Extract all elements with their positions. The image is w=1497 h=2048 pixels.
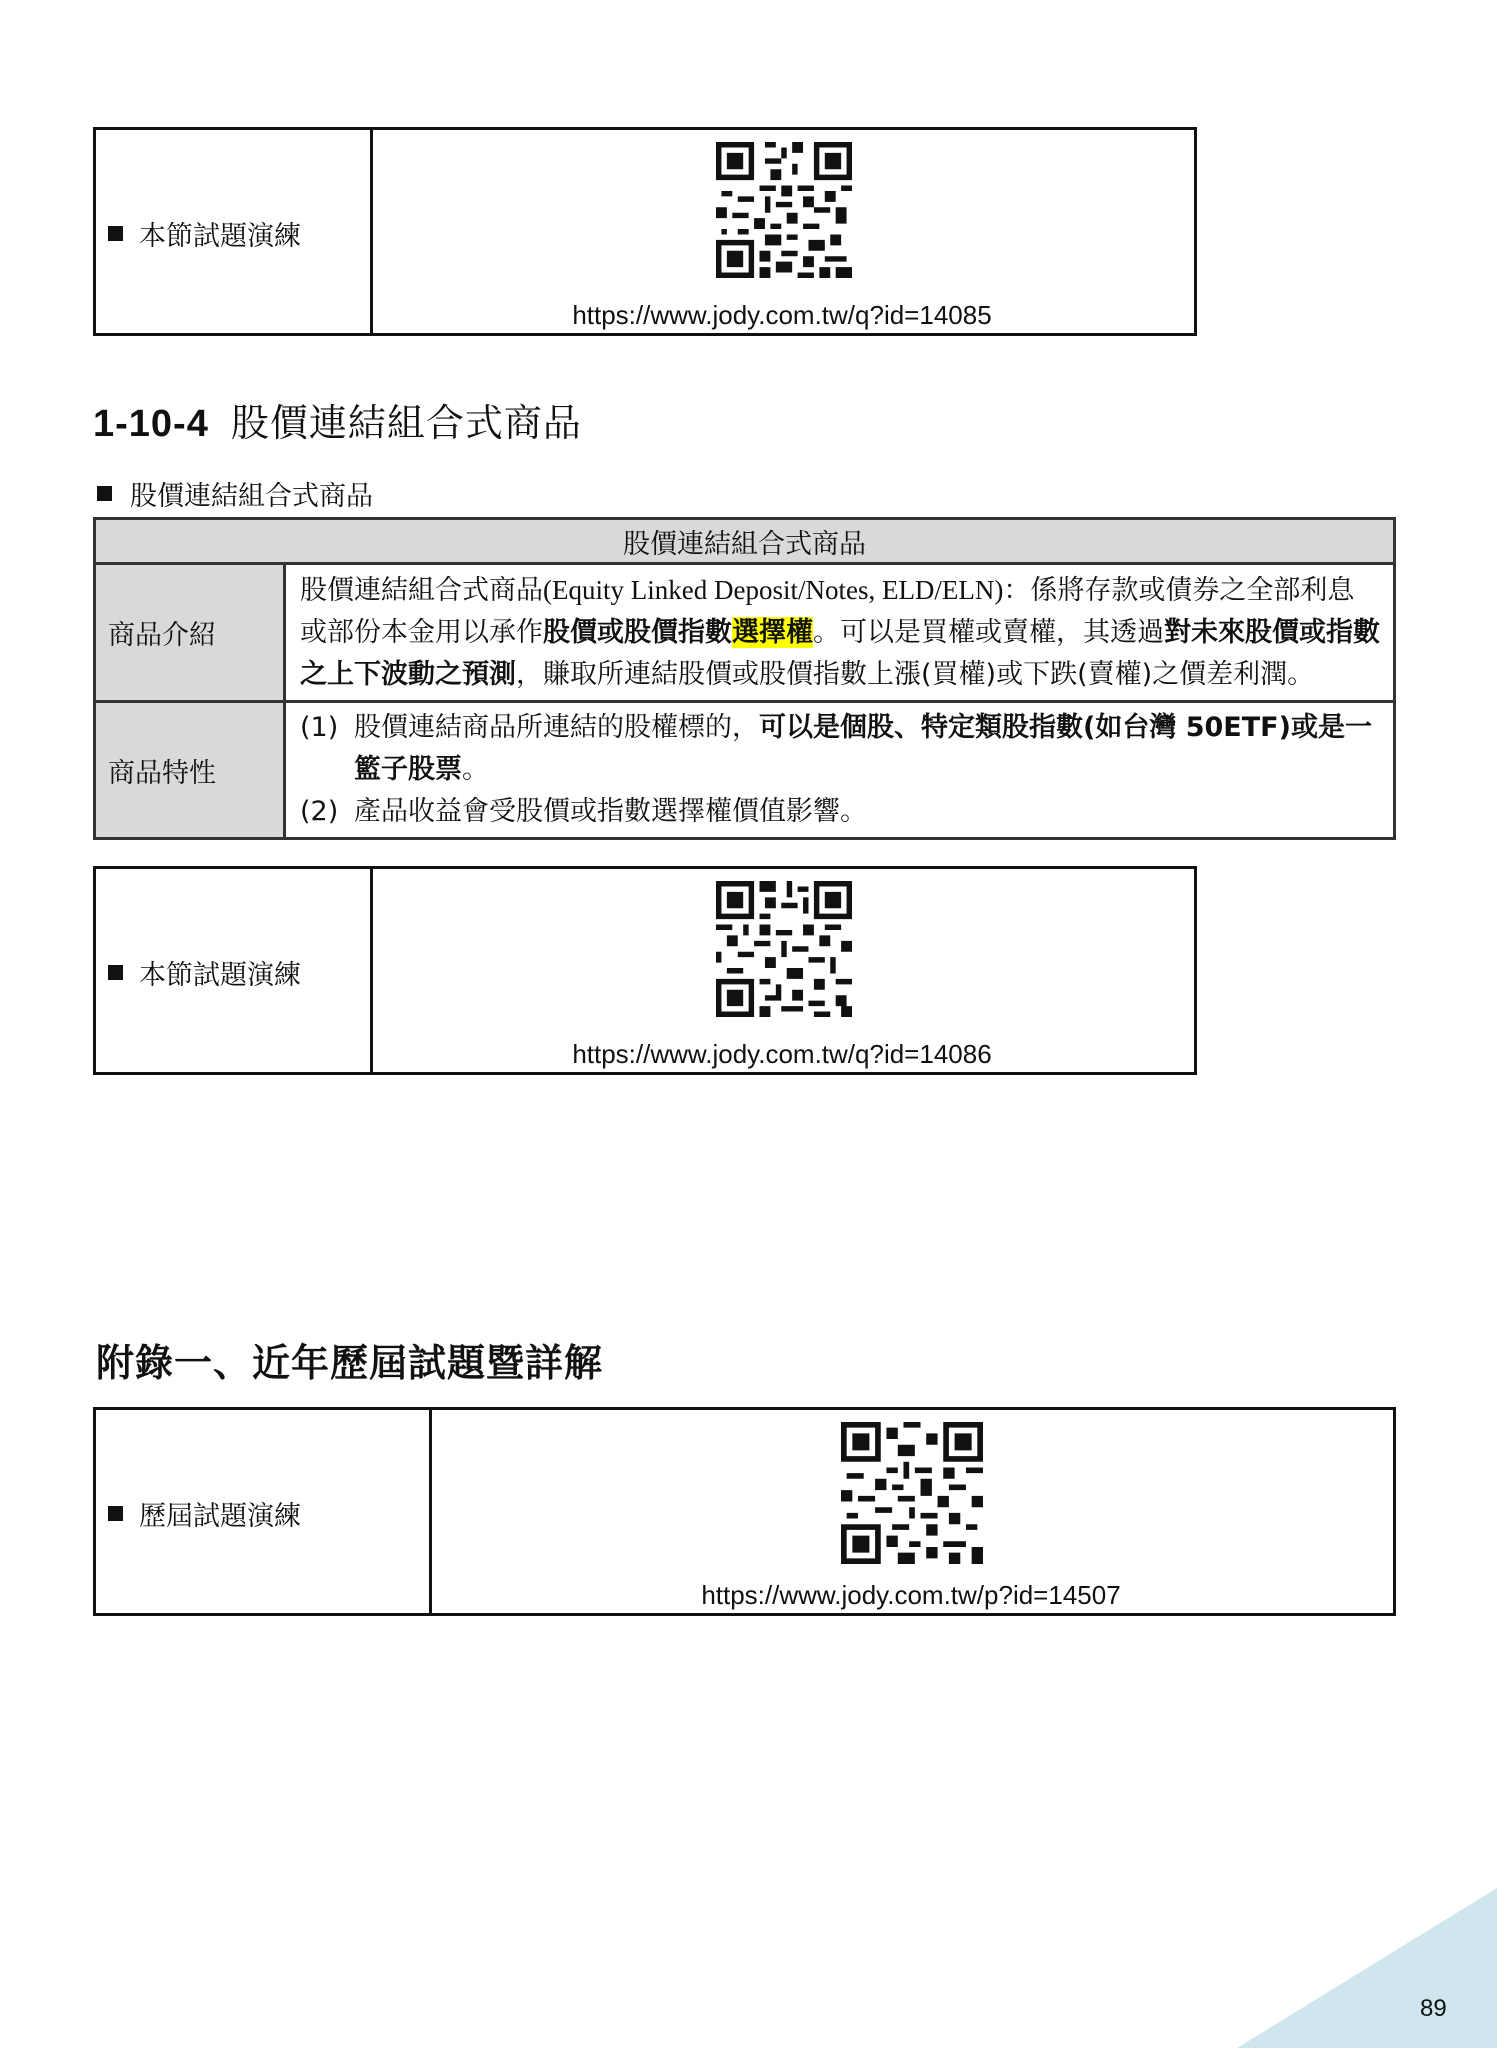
qr-box-label: 歷屆試題演練 — [108, 1494, 301, 1533]
bullet-square-icon — [108, 1506, 123, 1521]
bullet-square-icon — [108, 965, 123, 980]
row-body-intro: 股價連結組合式商品(Equity Linked Deposit/Notes, ELD/ELN)：係將存款或債券之全部利息或部份本金用以承作股價或股價指數選擇權。可以是買權或賣權，其透過對未來股價或指數之上下波動之預測，賺取所連結股價或股價指數上漲(買權)或下跌(賣權)之價差利潤。 — [285, 564, 1395, 702]
qr-box-label: 本節試題演練 — [108, 953, 301, 992]
qr-code-icon[interactable] — [716, 881, 852, 1017]
qr-box-label: 本節試題演練 — [108, 214, 301, 253]
qr-box-1 — [93, 127, 1197, 336]
page-number: 89 — [1420, 1995, 1447, 2022]
subheading: 股價連結組合式商品 — [97, 474, 373, 513]
qr-box-3 — [93, 1407, 1396, 1616]
section-heading — [93, 392, 582, 447]
list-item: (2) 產品收益會受股價或指數選擇權價值影響。 — [300, 796, 867, 827]
row-label-intro: 商品介紹 — [95, 564, 285, 702]
section-title: 股價連結組合式商品 — [230, 401, 582, 445]
qr-url-link[interactable]: https://www.jody.com.tw/q?id=14085 — [572, 300, 992, 330]
appendix-title: 附錄一、近年歷屆試題暨詳解 — [96, 1341, 604, 1385]
section-number: 1-10-4 — [93, 403, 209, 445]
bullet-square-icon — [97, 486, 112, 501]
highlighted-term: 選擇權 — [732, 617, 813, 648]
qr-url-link[interactable]: https://www.jody.com.tw/p?id=14507 — [701, 1580, 1121, 1610]
row-body-features — [285, 702, 1395, 839]
qr-box-2 — [93, 866, 1197, 1075]
qr-code-icon[interactable] — [841, 1422, 983, 1564]
product-info-table — [93, 517, 1396, 840]
bullet-square-icon — [108, 226, 123, 241]
table-header: 股價連結組合式商品 — [95, 519, 1395, 564]
row-label-features: 商品特性 — [95, 702, 285, 839]
qr-url-link[interactable]: https://www.jody.com.tw/q?id=14086 — [572, 1039, 992, 1069]
list-item: (1) 股價連結商品所連結的股權標的，可以是個股、特定類股指數(如台灣 50ETF)或是一籃子股票。 — [300, 712, 1372, 785]
qr-code-icon[interactable] — [716, 142, 852, 278]
corner-decoration — [1237, 1888, 1497, 2048]
